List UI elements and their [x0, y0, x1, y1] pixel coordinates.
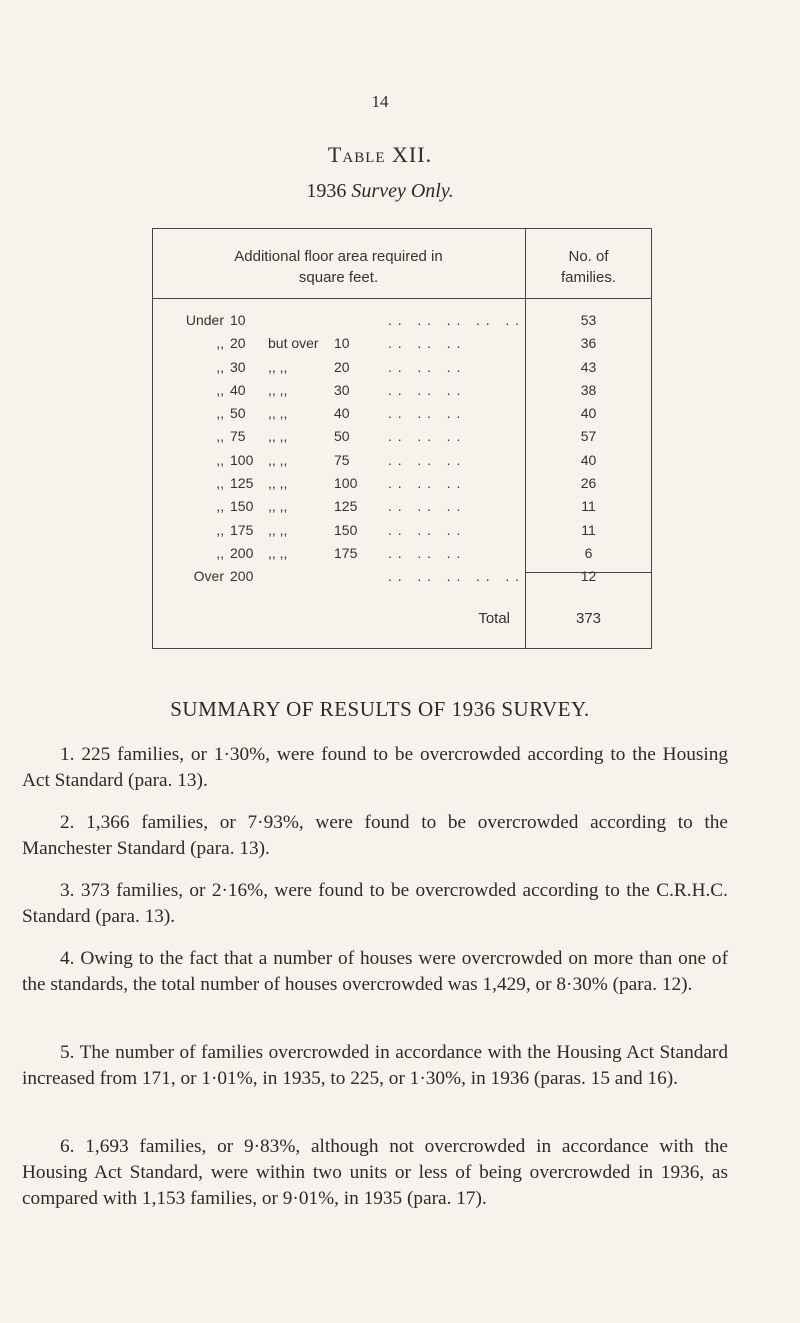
row-families: 11: [581, 521, 596, 538]
summary-paragraph: [22, 742, 728, 794]
row-prefix: Under: [185, 312, 224, 328]
row-leader: . . . . . .: [388, 521, 462, 538]
header-families: [525, 246, 652, 288]
subtitle-text: Survey Only.: [351, 180, 454, 202]
table-row: [152, 452, 652, 475]
table-rule: [152, 298, 652, 299]
row-families: 26: [580, 475, 597, 492]
row-prefix: ,,: [216, 521, 224, 538]
row-prefix: ,,: [216, 335, 224, 352]
row-mid: ,, ,,: [268, 544, 288, 561]
row-to: 50: [334, 428, 350, 445]
total-label: Total: [478, 610, 510, 627]
table-rule: [152, 228, 652, 229]
header-floor-area: [152, 246, 525, 288]
table-rule: [152, 648, 652, 649]
table-row: [152, 382, 652, 405]
row-families: 40: [580, 451, 597, 468]
row-from: 40: [230, 381, 246, 398]
row-from: 150: [230, 498, 254, 515]
row-to: 40: [334, 405, 350, 422]
row-to: 75: [334, 451, 350, 468]
row-mid: ,, ,,: [268, 498, 288, 515]
row-from: 100: [230, 451, 254, 468]
summary-paragraph: [22, 1040, 728, 1092]
row-from: 200: [230, 544, 254, 561]
row-from: 50: [230, 405, 246, 422]
table-row: [152, 428, 652, 451]
row-mid: ,, ,,: [268, 428, 288, 445]
summary-paragraph: [22, 810, 728, 862]
row-families: 57: [580, 428, 597, 445]
row-families: 11: [581, 498, 596, 515]
row-from: 200: [230, 568, 254, 585]
row-families: 6: [584, 544, 593, 561]
summary-paragraph-text: 4. Owing to the fact that a number of houses were overcrowded on more than one of the standards, the total number of houses overcrowded was 1,429, or 8·30% (para. 12).: [22, 948, 728, 995]
table-title: Table XII.: [327, 142, 433, 167]
row-leader: . . . . . .: [388, 451, 462, 468]
row-families: 36: [580, 335, 597, 352]
row-to: 30: [334, 381, 350, 398]
row-leader: . . . . . .: [388, 405, 462, 422]
summary-paragraph-text: 3. 373 families, or 2·16%, were found to be overcrowded according to the C.R.H.C. Standard (para. 13).: [22, 880, 728, 927]
table-row: [152, 359, 652, 382]
row-to: 150: [334, 521, 358, 538]
row-to: 175: [334, 544, 358, 561]
row-prefix: ,,: [216, 498, 224, 515]
families-table: [152, 228, 652, 648]
row-mid: but over: [268, 335, 319, 352]
row-to: 10: [334, 335, 350, 352]
row-mid: ,, ,,: [268, 451, 288, 468]
header-floor-area-line2: square feet.: [298, 269, 379, 286]
row-leader: . . . . . . . . . .: [388, 312, 521, 328]
table-row: [152, 522, 652, 545]
summary-paragraph: [22, 1134, 728, 1212]
summary-paragraph-text: 5. The number of families overcrowded in accordance with the Housing Act Standard increased from 171, or 1·01%, in 1935, to 225, or 1·30%, in 1936 (paras. 15 and 16).: [22, 1042, 728, 1089]
table-body: [152, 312, 652, 592]
row-from: 10: [230, 312, 246, 328]
row-prefix: Over: [193, 568, 224, 585]
row-mid: ,, ,,: [268, 405, 288, 422]
row-from: 125: [230, 475, 254, 492]
row-from: 175: [230, 521, 254, 538]
total-value: 373: [575, 610, 602, 627]
row-prefix: ,,: [216, 358, 224, 375]
row-leader: . . . . . . . . . .: [388, 568, 521, 585]
row-to: 100: [334, 475, 358, 492]
row-leader: . . . . . .: [388, 358, 462, 375]
table-row: [152, 405, 652, 428]
table-subtitle: [0, 180, 760, 203]
row-families: 38: [580, 381, 597, 398]
row-families: 40: [580, 405, 597, 422]
row-mid: ,, ,,: [268, 358, 288, 375]
summary-paragraph-text: 1. 225 families, or 1·30%, were found to be overcrowded according to the Housing Act Standard (para. 13).: [22, 744, 728, 791]
row-from: 20: [230, 335, 246, 352]
table-row: [152, 545, 652, 568]
row-families: 12: [580, 568, 597, 585]
row-prefix: ,,: [216, 475, 224, 492]
row-prefix: ,,: [216, 451, 224, 468]
row-leader: . . . . . .: [388, 428, 462, 445]
subtitle-year: 1936: [306, 180, 347, 202]
header-families-line1: No. of: [568, 248, 609, 265]
row-prefix: ,,: [216, 428, 224, 445]
summary-paragraph-text: 6. 1,693 families, or 9·83%, although not overcrowded in accordance with the Housing Act Standard, were within two units or less of being overcrowded in 1936, as compared with 1,153 families, or 9·01%, in 1935 (para. 17).: [22, 1136, 728, 1209]
header-families-line2: families.: [560, 269, 616, 286]
row-families: 43: [580, 358, 597, 375]
row-prefix: ,,: [216, 544, 224, 561]
table-row: [152, 312, 652, 335]
row-mid: ,, ,,: [268, 475, 288, 492]
row-prefix: ,,: [216, 405, 224, 422]
row-leader: . . . . . .: [388, 335, 462, 352]
row-to: 20: [334, 358, 350, 375]
page-number: 14: [371, 92, 389, 111]
summary-paragraph: [22, 946, 728, 998]
row-leader: . . . . . .: [388, 498, 462, 515]
summary-paragraph-text: 2. 1,366 families, or 7·93%, were found to be overcrowded according to the Manchester Standard (para. 13).: [22, 812, 728, 859]
row-leader: . . . . . .: [388, 475, 462, 492]
header-floor-area-line1: Additional floor area required in: [234, 248, 443, 265]
table-row: [152, 568, 652, 591]
row-to: 125: [334, 498, 358, 515]
row-prefix: ,,: [216, 381, 224, 398]
row-mid: ,, ,,: [268, 381, 288, 398]
row-leader: . . . . . .: [388, 381, 462, 398]
table-row: [152, 335, 652, 358]
row-families: 53: [580, 312, 597, 328]
table-row: [152, 498, 652, 521]
row-from: 30: [230, 358, 246, 375]
summary-paragraph: [22, 878, 728, 930]
row-leader: . . . . . .: [388, 544, 462, 561]
row-mid: ,, ,,: [268, 521, 288, 538]
summary-heading: SUMMARY OF RESULTS OF 1936 SURVEY.: [170, 697, 590, 721]
table-row: [152, 475, 652, 498]
row-from: 75: [230, 428, 246, 445]
